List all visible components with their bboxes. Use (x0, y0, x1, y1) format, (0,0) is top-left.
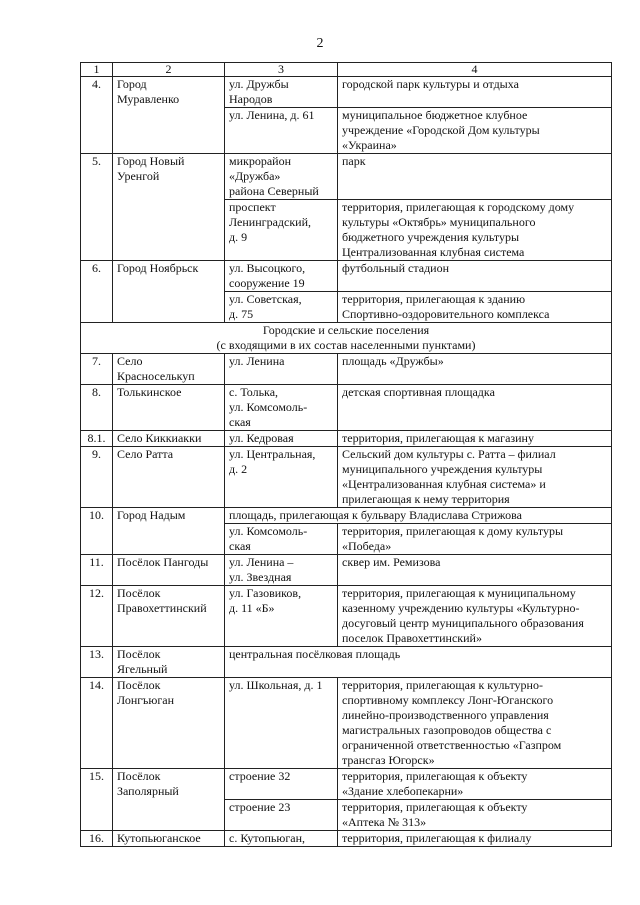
row-number: 8.1. (81, 431, 113, 447)
table-row (81, 678, 612, 769)
address-cell: ул. Кедровая (225, 431, 338, 447)
merged-place-cell: площадь, прилегающая к бульвару Владислава Стрижова (225, 508, 612, 524)
table-row (81, 447, 612, 508)
settlement-name: Посёлок Правохеттинский (113, 586, 225, 647)
place-cell: парк (338, 154, 612, 200)
place-cell: муниципальное бюджетное клубное учреждение «Городской Дом культуры «Украина» (338, 108, 612, 154)
place-cell: детская спортивная площадка (338, 385, 612, 431)
row-number: 6. (81, 261, 113, 323)
place-cell: территория, прилегающая к зданию Спортивно-оздоровительного комплекса (338, 292, 612, 323)
row-number: 10. (81, 508, 113, 555)
table-row (81, 261, 612, 292)
address-cell: ул. Советская, д. 75 (225, 292, 338, 323)
table-row (81, 555, 612, 586)
address-cell: ул. Высоцкого, сооружение 19 (225, 261, 338, 292)
table-row (81, 431, 612, 447)
address-cell: с. Кутопьюган, (225, 831, 338, 847)
address-cell: ул. Ленина (225, 354, 338, 385)
place-cell: территория, прилегающая к муниципальному казенному учреждению культуры «Культурно- досуговый центр муниципального образования поселок Правохеттинский» (338, 586, 612, 647)
settlement-name: Село Красноселькуп (113, 354, 225, 385)
settlements-table (80, 62, 612, 847)
row-number: 12. (81, 586, 113, 647)
settlement-name: Толькинское (113, 385, 225, 431)
settlement-name: Посёлок Ягельный (113, 647, 225, 678)
place-cell: территория, прилегающая к культурно- спортивному комплексу Лонг-Юганского линейно-производственного управления магистральных газопроводов общества с ограниченной ответственностью «Газпром трансгаз Югорск» (338, 678, 612, 769)
place-cell: территория, прилегающая к объекту «Здание хлебопекарни» (338, 769, 612, 800)
settlement-name: Посёлок Пангоды (113, 555, 225, 586)
table-row (81, 508, 612, 524)
address-cell: ул. Ленина – ул. Звездная (225, 555, 338, 586)
row-number: 5. (81, 154, 113, 261)
place-cell: территория, прилегающая к объекту «Аптека № 313» (338, 800, 612, 831)
settlement-name: Город Ноябрьск (113, 261, 225, 323)
table-row (81, 154, 612, 200)
settlement-name: Село Киккиакки (113, 431, 225, 447)
place-cell: сквер им. Ремизова (338, 555, 612, 586)
settlement-name: Город Надым (113, 508, 225, 555)
row-number: 11. (81, 555, 113, 586)
place-cell: территория, прилегающая к дому культуры «Победа» (338, 524, 612, 555)
settlement-name: Город Муравленко (113, 77, 225, 154)
address-cell: с. Толька, ул. Комсомоль- ская (225, 385, 338, 431)
place-cell: площадь «Дружбы» (338, 354, 612, 385)
table-row (81, 586, 612, 647)
header-cell-4: 4 (338, 63, 612, 77)
settlement-name: Город Новый Уренгой (113, 154, 225, 261)
address-cell: ул. Ленина, д. 61 (225, 108, 338, 154)
place-cell: территория, прилегающая к магазину (338, 431, 612, 447)
table-row (81, 647, 612, 678)
settlement-name: Кутопьюганское (113, 831, 225, 847)
settlement-name: Посёлок Лонгъюган (113, 678, 225, 769)
section-row (81, 323, 612, 354)
row-number: 7. (81, 354, 113, 385)
table-row (81, 354, 612, 385)
header-cell-2: 2 (113, 63, 225, 77)
row-number: 15. (81, 769, 113, 831)
place-cell: Сельский дом культуры с. Ратта – филиал муниципального учреждения культуры «Централизованная клубная система» и прилегающая к нему территория (338, 447, 612, 508)
row-number: 13. (81, 647, 113, 678)
row-number: 16. (81, 831, 113, 847)
table-header-row (81, 63, 612, 77)
row-number: 4. (81, 77, 113, 154)
address-cell: ул. Школьная, д. 1 (225, 678, 338, 769)
address-cell: микрорайон «Дружба» района Северный (225, 154, 338, 200)
address-cell: ул. Дружбы Народов (225, 77, 338, 108)
page-number: 2 (316, 36, 324, 51)
address-cell: ул. Центральная, д. 2 (225, 447, 338, 508)
header-cell-3: 3 (225, 63, 338, 77)
address-cell: ул. Газовиков, д. 11 «Б» (225, 586, 338, 647)
row-number: 9. (81, 447, 113, 508)
settlement-name: Село Ратта (113, 447, 225, 508)
address-cell: проспект Ленинградский, д. 9 (225, 200, 338, 261)
table-row (81, 769, 612, 800)
table-row (81, 831, 612, 847)
header-cell-1: 1 (81, 63, 113, 77)
place-cell: футбольный стадион (338, 261, 612, 292)
section-heading: Городские и сельские поселения (с входящими в их состав населенными пунктами) (81, 323, 612, 354)
address-cell: строение 32 (225, 769, 338, 800)
address-cell: ул. Комсомоль- ская (225, 524, 338, 555)
table-row (81, 385, 612, 431)
row-number: 8. (81, 385, 113, 431)
row-number: 14. (81, 678, 113, 769)
merged-place-cell: центральная посёлковая площадь (225, 647, 612, 678)
place-cell: городской парк культуры и отдыха (338, 77, 612, 108)
table-row (81, 77, 612, 108)
place-cell: территория, прилегающая к филиалу (338, 831, 612, 847)
settlement-name: Посёлок Заполярный (113, 769, 225, 831)
address-cell: строение 23 (225, 800, 338, 831)
place-cell: территория, прилегающая к городскому дому культуры «Октябрь» муниципального бюджетного учреждения культуры Централизованная клубная система (338, 200, 612, 261)
